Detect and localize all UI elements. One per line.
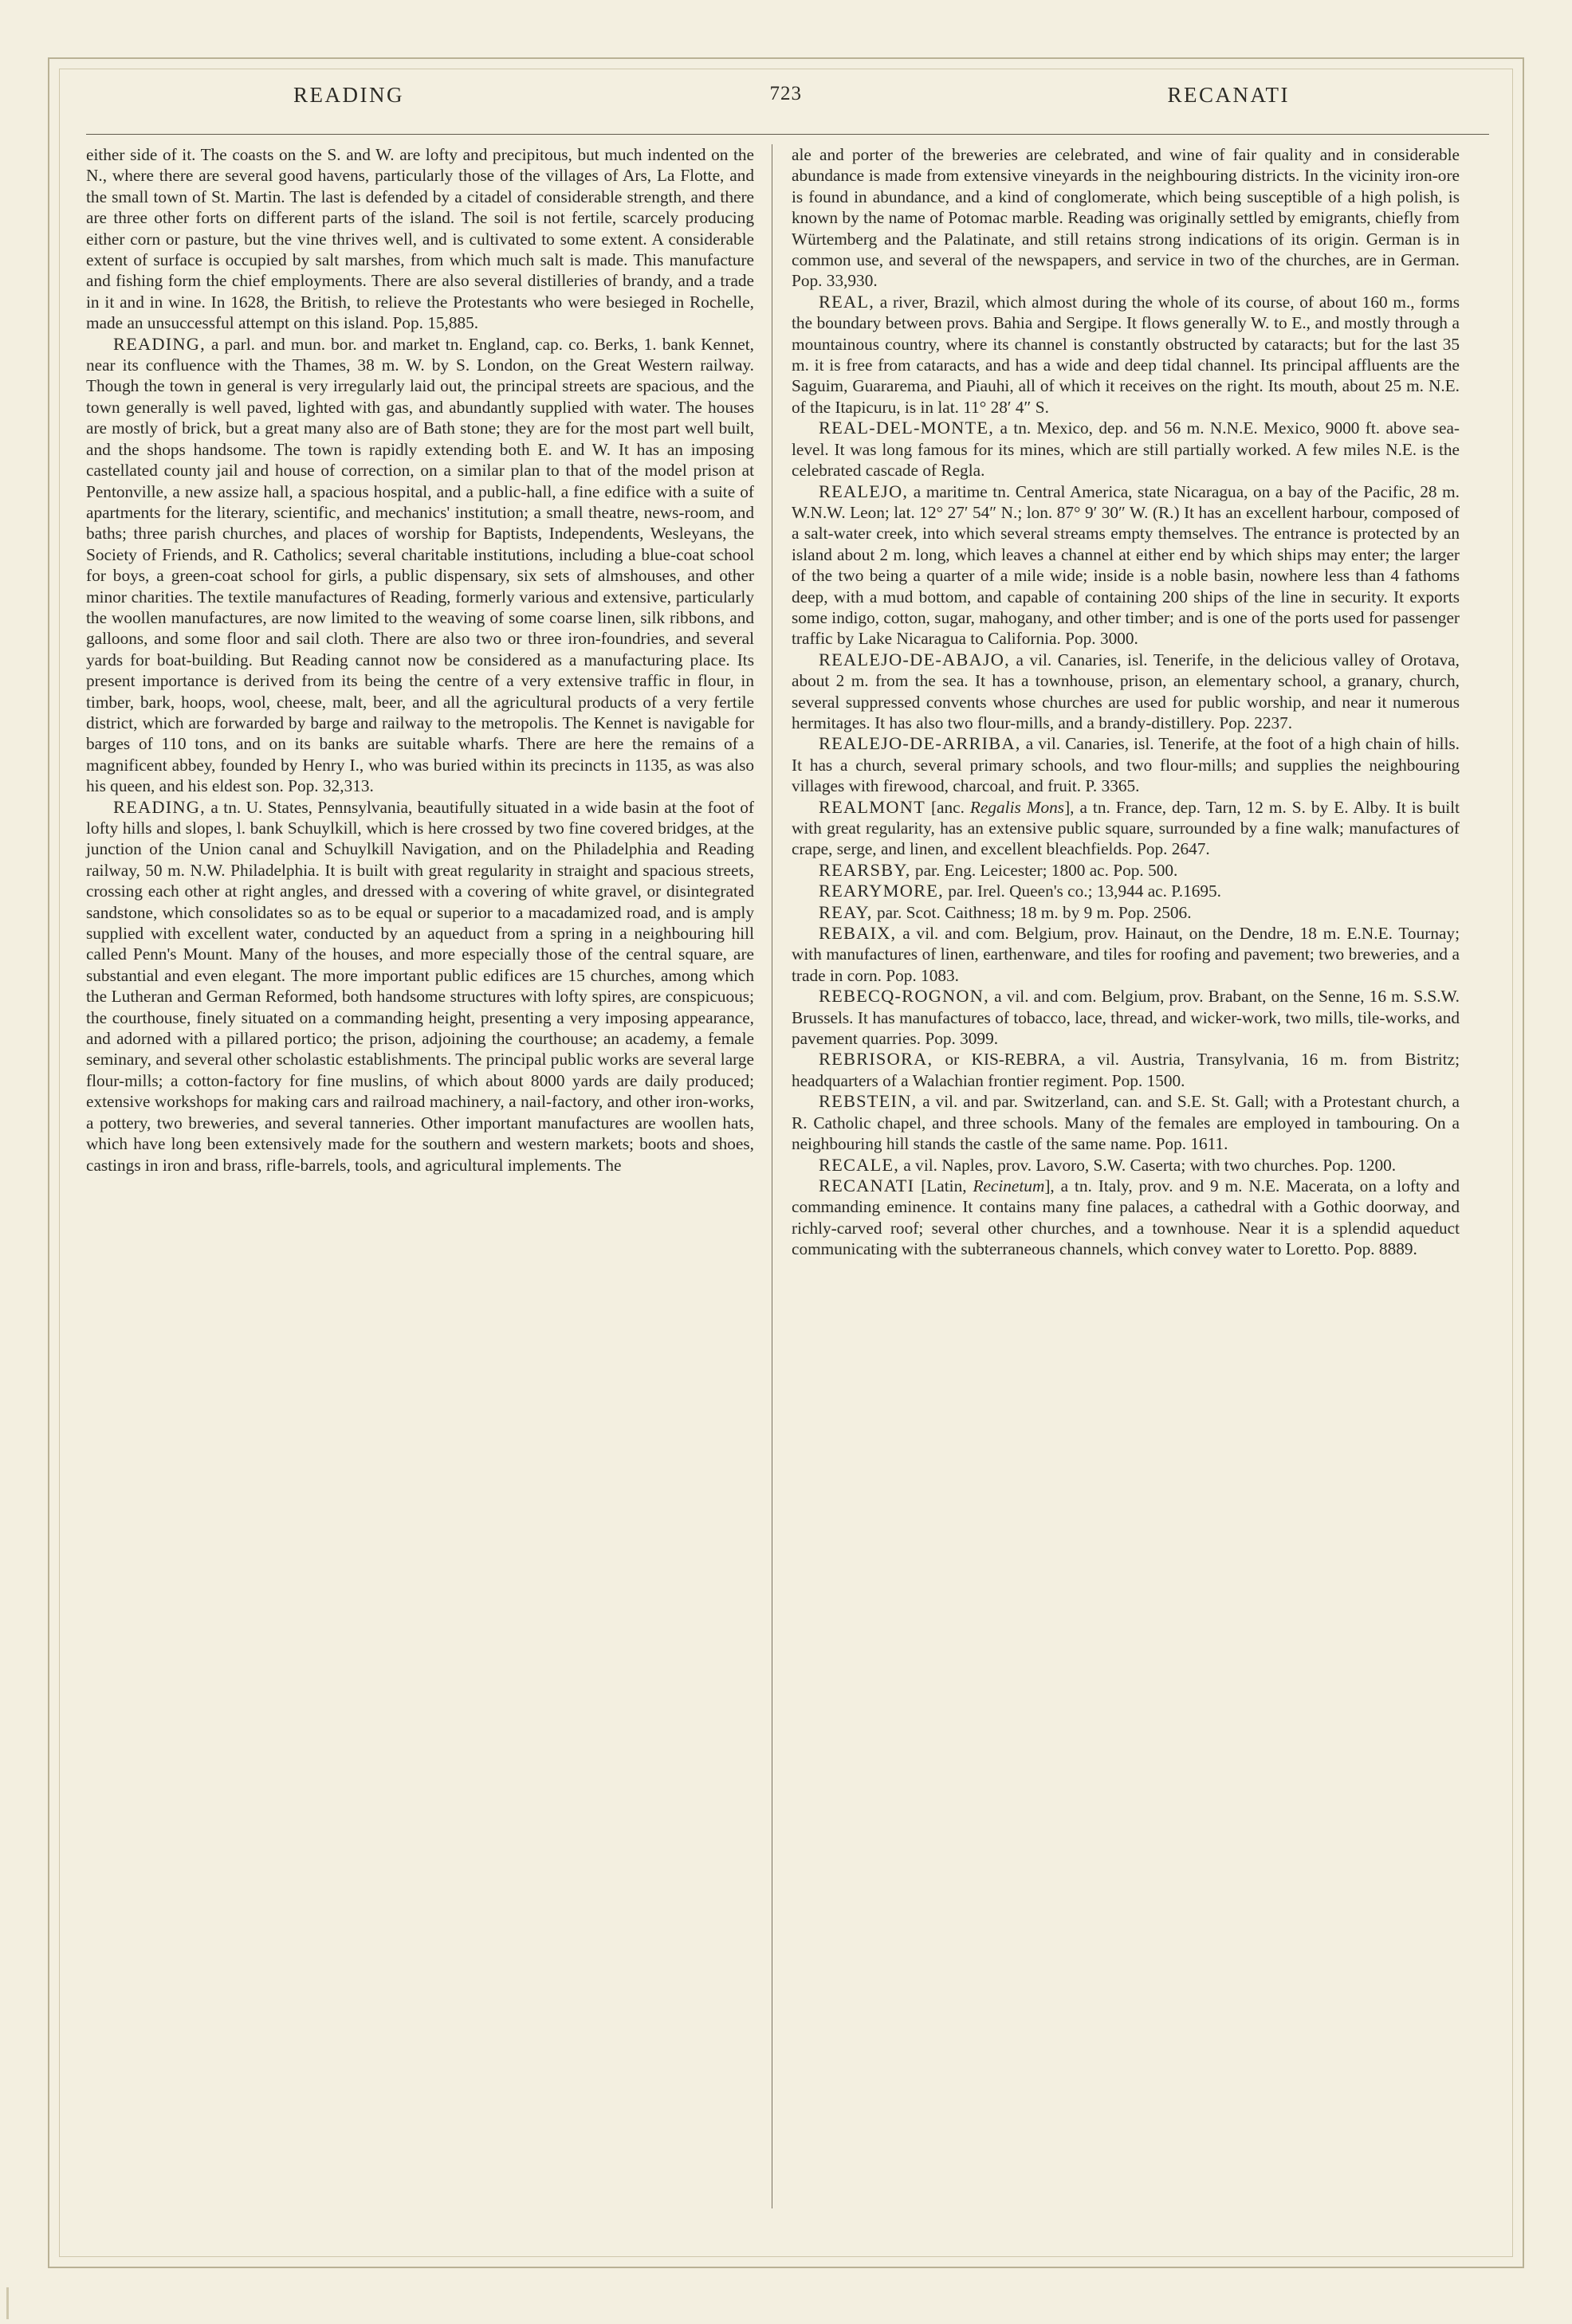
header-rule	[86, 134, 1489, 135]
dictionary-entry	[792, 418, 1460, 481]
entry-headword: REBAIX,	[819, 923, 897, 944]
entry-headword: REAY,	[819, 901, 873, 922]
entry-headword: READING,	[113, 796, 206, 817]
dictionary-entry	[792, 923, 1460, 986]
entry-text: a vil. Canaries, isl. Tenerife, at the foot of a high chain of hills. It has a church, several primary schools, and two flour-mills; and supplies the neighbouring villages with firewood, charcoal, and fruit. P. 3365.	[792, 734, 1460, 796]
entry-text: or KIS-REBRA, a vil. Austria, Transylvania, 16 m. from Bistritz; headquarters of a Walachian frontier regiment. Pop. 1500.	[792, 1050, 1460, 1090]
entry-text: a vil. Naples, prov. Lavoro, S.W. Caserta; with two churches. Pop. 1200.	[903, 1155, 1397, 1175]
dictionary-entry	[792, 144, 1460, 292]
entry-headword: REBSTEIN,	[819, 1091, 918, 1112]
entry-headword: REAL,	[819, 291, 875, 312]
dictionary-entry	[792, 733, 1460, 796]
entry-headword: REALEJO-DE-ARRIBA,	[819, 733, 1021, 754]
running-head-left: READING	[293, 83, 404, 107]
entry-headword: REBRISORA,	[819, 1049, 933, 1070]
entry-text: a vil. Canaries, isl. Tenerife, in the delicious valley of Orotava, about 2 m. from the sea. It has a townhouse, prison, an elementary school, a granary, church, several suppressed convents whose churches are used for public worship, and near it numerous hermitages. It has also two flour-mills, and a brandy-distillery. Pop. 2237.	[792, 650, 1460, 732]
dictionary-entry	[792, 1176, 1460, 1260]
column-right	[772, 144, 1460, 2208]
dictionary-entry	[792, 650, 1460, 734]
entry-text: [anc. Regalis Mons], a tn. France, dep. Tarn, 12 m. S. by E. Alby. It is built with great regularity, has an extensive public square, surrounded by a fine walk; manufactures of crape, serge, and linen, and excellent bleachfields. Pop. 2647.	[792, 797, 1460, 859]
dictionary-entry	[792, 986, 1460, 1049]
page-number: 723	[769, 83, 802, 104]
dictionary-entry	[792, 860, 1460, 881]
entry-text: par. Eng. Leicester; 1800 ac. Pop. 500.	[914, 860, 1178, 880]
entry-headword: REALEJO-DE-ABAJO,	[819, 649, 1010, 669]
entry-text: par. Scot. Caithness; 18 m. by 9 m. Pop. 2506.	[876, 902, 1192, 922]
dictionary-entry	[86, 334, 754, 797]
entry-headword: REARYMORE,	[819, 881, 944, 901]
entry-text: a tn. U. States, Pennsylvania, beautifully situated in a wide basin at the foot of lofty hills and slopes, l. bank Schuylkill, which is here crossed by two fine covered bridges, at the junction of the Union canal and Schuylkill Navigation, and on the Philadelphia and Reading railway, 50 m. N.W. Philadelphia. It is built with great regularity in straight and spacious streets, crossing each other at right angles, and dressed with a covering of white gravel, or disintegrated sandstone, which consolidates so as to be equal or superior to a macadamized road, and is amply supplied with excellent water, conducted by an aqueduct from a spring in a neighbouring hill called Penn's Mount. Many of the houses, and more especially those of the central square, are substantial and even elegant. The more important public edifices are 15 churches, among which the Lutheran and German Reformed, both handsome structures with lofty spires, are conspicuous; the courthouse, finely situated on a commanding height, presenting a very imposing appearance, and adorned with a pillared portico; the prison, adjoining the courthouse; an academy, a female seminary, and several other scholastic establishments. The principal public works are several large flour-mills; a cotton-factory for fine muslins, of which about 8000 yards are daily produced; extensive workshops for making cars and railroad machinery, a nail-factory, and other iron-works, a pottery, two breweries, and several tanneries. Other important manufactures are woollen hats, which have long been extensively made for the southern and western markets; boots and shoes, castings in iron and brass, rifle-barrels, tools, and agricultural implements. The	[86, 797, 754, 1175]
text-columns	[86, 144, 1489, 2208]
entry-text: ale and porter of the breweries are celebrated, and wine of fair quality and in considerable abundance is made from extensive vineyards in the neighbouring districts. In the vicinity iron-ore is found in abundance, and a kind of conglomerate, which being susceptible of a high polish, is known by the name of Potomac marble. Reading was originally settled by emigrants, chiefly from Würtemberg and the Palatinate, and still retains strong indications of its origin. German is in common use, and several of the newspapers, and service in two of the churches, are in German. Pop. 33,930.	[792, 145, 1460, 291]
entry-headword: REARSBY,	[819, 859, 911, 880]
entry-headword: REAL-DEL-MONTE,	[819, 418, 995, 438]
entry-text: [Latin, Recinetum], a tn. Italy, prov. and 9 m. N.E. Macerata, on a lofty and commanding eminence. It contains many fine palaces, a cathedral with a Gothic doorway, and richly-carved roof; several other churches, and a townhouse. Near it is a splendid aqueduct communicating with the subterraneous channels, which convey water to Loretto. Pop. 8889.	[792, 1176, 1460, 1259]
entry-headword: READING,	[113, 333, 206, 354]
page-content	[86, 83, 1489, 2236]
entry-text: a vil. and par. Switzerland, can. and S.E. St. Gall; with a Protestant church, a R. Catholic chapel, and three schools. Many of the females are employed in tambouring. On a neighbouring hill stands the castle of the same name. Pop. 1611.	[792, 1092, 1460, 1154]
entry-text: a river, Brazil, which almost during the whole of its course, of about 160 m., forms the boundary between provs. Bahia and Sergipe. It flows generally W. to E., and mostly through a mountainous country, where its channel is constantly obstructed by cataracts; but for the last 35 m. it is free from cataracts, and has a wide and deep tidal channel. Its principal affluents are the Saguim, Guararema, and Piauhi, all of which it receives on the right. Its mouth, about 25 m. N.E. of the Itapicuru, is in lat. 11° 28′ 4″ S.	[792, 292, 1460, 417]
dictionary-entry	[792, 881, 1460, 901]
entry-text: a vil. and com. Belgium, prov. Hainaut, on the Dendre, 18 m. E.N.E. Tournay; with manufactures of linen, earthenware, and tiles for roofing and pavement; two breweries, and a trade in corn. Pop. 1083.	[792, 924, 1460, 985]
entry-text: a vil. and com. Belgium, prov. Brabant, on the Senne, 16 m. S.S.W. Brussels. It has manufactures of tobacco, lace, thread, and wicker-work, two mills, tile-works, and pavement quarries. Pop. 3099.	[792, 987, 1460, 1049]
dictionary-entry	[792, 1155, 1460, 1176]
running-head	[86, 83, 1489, 129]
dictionary-entry	[86, 144, 754, 334]
dictionary-entry	[792, 1049, 1460, 1091]
running-head-right: RECANATI	[1167, 83, 1290, 107]
dictionary-entry	[792, 1091, 1460, 1154]
dictionary-entry	[86, 797, 754, 1176]
column-left	[86, 144, 772, 2208]
entry-headword: RECANATI	[819, 1175, 915, 1195]
entry-text: a maritime tn. Central America, state Nicaragua, on a bay of the Pacific, 28 m. W.N.W. Leon; lat. 12° 27′ 54″ N.; lon. 87° 9′ 30″ W. (R.) It has an excellent harbour, composed of a salt-water creek, into which several streams empty themselves. The entrance is protected by an island about 2 m. long, which leaves a channel at either end by which ships may enter; the larger of the two being a quarter of a mile wide; inside is a noble basin, nowhere less than 4 fathoms deep, with a mud bottom, and capable of containing 200 ships of the line in security. It exports some indigo, cotton, sugar, mahogany, and other timber; and is one of the ports used for passenger traffic by Lake Nicaragua to California. Pop. 3000.	[792, 481, 1460, 649]
entry-text: either side of it. The coasts on the S. and W. are lofty and precipitous, but much indented on the N., where there are several good havens, particularly those of the villages of Ars, La Flotte, and the small town of St. Martin. The last is defended by a citadel of considerable strength, and there are three other forts on different parts of the island. The soil is not fertile, scarcely producing either corn or pasture, but the vine thrives well, and is cultivated to some extent. A considerable extent of surface is occupied by salt marshes, from which much salt is made. This manufacture and fishing form the chief employments. There are also several distilleries of brandy, and a trade in it and in wine. In 1628, the British, to relieve the Protestants who were besieged in Rochelle, made an unsuccessful attempt on this island. Pop. 15,885.	[86, 145, 754, 333]
dictionary-entry	[792, 292, 1460, 418]
entry-headword: REALEJO,	[819, 481, 909, 501]
dictionary-entry	[792, 481, 1460, 650]
page-edge-mark	[6, 2287, 9, 2319]
entry-text: a tn. Mexico, dep. and 56 m. N.N.E. Mexico, 9000 ft. above sea-level. It was long famous for its mines, which are still partially worked. A few miles N.E. is the celebrated cascade of Regla.	[792, 418, 1460, 481]
dictionary-entry	[792, 902, 1460, 923]
entry-headword: REALMONT	[819, 796, 926, 817]
entry-text: a parl. and mun. bor. and market tn. England, cap. co. Berks, 1. bank Kennet, near its confluence with the Thames, 38 m. W. by S. London, on the Great Western railway. Though the town in general is very irregularly laid out, the principal streets are spacious, and the town generally is well paved, lighted with gas, and abundantly supplied with water. The houses are mostly of brick, but a great many also are of Bath stone; they are for the most part well built, and the shops handsome. The town is rapidly extending both E. and W. It has an imposing castellated county jail and house of correction, on a similar plan to that of the model prison at Pentonville, a new assize hall, a spacious hospital, and a public-hall, a fine edifice with a suite of apartments for the literary, scientific, and mechanics' institution; a small theatre, news-room, and baths; three parish churches, and places of worship for Baptists, Independents, Wesleyans, the Society of Friends, and R. Catholics; several charitable institutions, including a blue-coat school for boys, a green-coat school for girls, a public dispensary, six sets of almshouses, and other minor charities. The textile manufactures of Reading, formerly various and extensive, particularly the woollen manufactures, are now limited to the weaving of some coarse linen, silk ribbons, and galloons, and some floor and sail cloth. There are also two or three iron-foundries, and several yards for boat-building. But Reading cannot now be considered as a manufacturing place. Its present importance is derived from its being the centre of a very extensive traffic in flour, in timber, bark, hoops, wool, cheese, malt, beer, and all the agricultural products of a very fertile district, which are forwarded by barge and railway to the metropolis. The Kennet is navigable for barges of 110 tons, and on its banks are suitable wharfs. There are here the remains of a magnificent abbey, founded by Henry I., who was buried within its precincts in 1135, as was also his queen, and his eldest son. Pop. 32,313.	[86, 334, 754, 796]
entry-headword: REBECQ-ROGNON,	[819, 986, 989, 1007]
dictionary-entry	[792, 797, 1460, 860]
entry-text: par. Irel. Queen's co.; 13,944 ac. P.1695.	[948, 881, 1222, 901]
entry-headword: RECALE,	[819, 1154, 900, 1175]
